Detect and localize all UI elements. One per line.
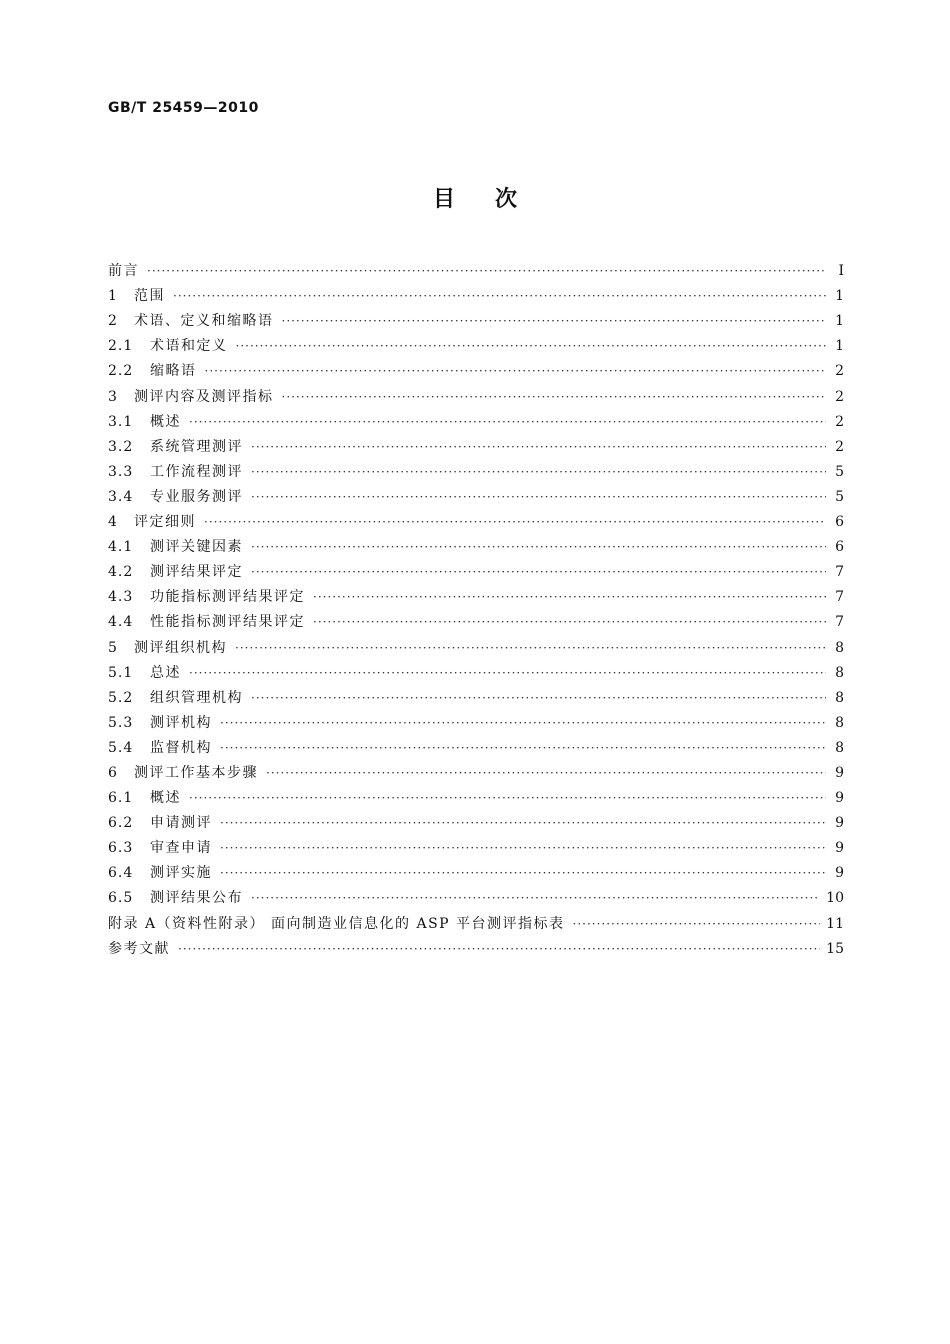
toc-entry-label: 术语、定义和缩略语 — [134, 313, 274, 330]
toc-entry[interactable] — [108, 359, 844, 384]
toc-entry-number: 2.2 — [108, 363, 134, 380]
toc-entry-label: 测评结果公布 — [150, 890, 243, 907]
dot-leader — [236, 334, 827, 359]
toc-entry-label: 附录 A（资料性附录） 面向制造业信息化的 ASP 平台测评指标表 — [108, 915, 565, 932]
toc-entry[interactable] — [108, 761, 844, 786]
toc-entry-label: 测评内容及测评指标 — [134, 388, 274, 405]
toc-entry[interactable] — [108, 460, 844, 485]
toc-entry-number: 4.4 — [108, 614, 134, 631]
dot-leader — [251, 560, 826, 585]
toc-entry-number: 6.5 — [108, 890, 134, 907]
toc-entry-number: 6.4 — [108, 865, 134, 882]
toc-entry-page-number: 6 — [835, 539, 844, 556]
toc-entry[interactable] — [108, 259, 844, 284]
toc-entry-label: 申请测评 — [150, 815, 212, 832]
toc-entry-page-number: 15 — [826, 940, 844, 957]
dot-leader — [178, 937, 820, 962]
toc-entry[interactable] — [108, 786, 844, 811]
standard-code: GB/T 25459—2010 — [108, 100, 259, 116]
toc-entry-page-number: 7 — [835, 589, 844, 606]
toc-entry-label: 范围 — [134, 288, 165, 305]
toc-entry-label: 缩略语 — [150, 363, 197, 380]
toc-entry[interactable] — [108, 410, 844, 435]
toc-entry-page-number: 9 — [835, 790, 844, 807]
toc-entry-label: 测评关键因素 — [150, 539, 243, 556]
toc-entry-number: 3.3 — [108, 463, 134, 480]
dot-leader — [266, 761, 826, 786]
toc-entry[interactable] — [108, 435, 844, 460]
toc-entry[interactable] — [108, 585, 844, 610]
toc-entry-page-number: 9 — [835, 865, 844, 882]
dot-leader — [173, 284, 826, 309]
dot-leader — [220, 711, 826, 736]
page-title: 目次 — [432, 187, 557, 212]
toc-entry-number: 3 — [108, 388, 118, 405]
toc-entry-page-number: 8 — [835, 664, 844, 681]
toc-entry[interactable] — [108, 510, 844, 535]
toc-entry-number: 4.3 — [108, 589, 134, 606]
dot-leader — [147, 259, 826, 284]
toc-entry-label: 测评机构 — [150, 714, 212, 731]
toc-entry-page-number: 9 — [835, 764, 844, 781]
toc-entry-page-number: 2 — [835, 388, 844, 405]
toc-entry[interactable] — [108, 560, 844, 585]
toc-entry-label: 概述 — [150, 790, 181, 807]
dot-leader — [220, 736, 826, 761]
toc-entry-page-number: 2 — [835, 438, 844, 455]
toc-entry-number: 3.1 — [108, 413, 134, 430]
toc-entry-page-number: 1 — [835, 338, 844, 355]
toc-entry[interactable] — [108, 661, 844, 686]
toc-entry[interactable] — [108, 384, 844, 409]
dot-leader — [204, 510, 826, 535]
toc-entry[interactable] — [108, 686, 844, 711]
toc-entry-page-number: 8 — [835, 739, 844, 756]
dot-leader — [220, 861, 826, 886]
toc-entry[interactable] — [108, 309, 844, 334]
dot-leader — [189, 786, 826, 811]
toc-entry-page-number: 2 — [835, 363, 844, 380]
toc-entry-label: 概述 — [150, 413, 181, 430]
dot-leader — [251, 435, 826, 460]
dot-leader — [282, 385, 827, 410]
toc-entry-number: 1 — [108, 288, 118, 305]
toc-entry-label: 术语和定义 — [150, 338, 228, 355]
toc-entry-page-number: 9 — [835, 840, 844, 857]
toc-entry-label: 监督机构 — [150, 739, 212, 756]
toc-entry-number: 4 — [108, 514, 118, 531]
toc-entry-label: 性能指标测评结果评定 — [150, 614, 305, 631]
dot-leader — [235, 636, 826, 661]
toc-entry-number: 6.3 — [108, 840, 134, 857]
toc-entry-label: 测评工作基本步骤 — [134, 764, 258, 781]
toc-entry-label: 审查申请 — [150, 840, 212, 857]
toc-entry-number: 3.4 — [108, 488, 134, 505]
toc-entry-number: 2.1 — [108, 338, 134, 355]
dot-leader — [313, 585, 826, 610]
dot-leader — [251, 460, 826, 485]
toc-entry-number: 5.4 — [108, 739, 134, 756]
toc-entry-label: 测评组织机构 — [134, 639, 227, 656]
toc-entry[interactable] — [108, 610, 844, 635]
toc-entry-number: 5.1 — [108, 664, 134, 681]
dot-leader — [251, 485, 826, 510]
toc-entry[interactable] — [108, 284, 844, 309]
toc-entry-page-number: 10 — [826, 890, 844, 907]
toc-entry[interactable] — [108, 886, 844, 911]
toc-entry-label: 组织管理机构 — [150, 689, 243, 706]
toc-entry-label: 工作流程测评 — [150, 463, 243, 480]
toc-entry[interactable] — [108, 836, 844, 861]
toc-entry-label: 功能指标测评结果评定 — [150, 589, 305, 606]
dot-leader — [282, 309, 827, 334]
dot-leader — [189, 410, 826, 435]
toc-entry-number: 5.3 — [108, 714, 134, 731]
toc-entry-page-number: 1 — [835, 313, 844, 330]
toc-entry-page-number: 6 — [835, 514, 844, 531]
toc-entry-label: 测评结果评定 — [150, 564, 243, 581]
toc-entry-page-number: 8 — [835, 689, 844, 706]
table-of-contents — [108, 259, 844, 962]
toc-entry[interactable] — [108, 811, 844, 836]
toc-entry-label: 测评实施 — [150, 865, 212, 882]
toc-entry-label: 专业服务测评 — [150, 488, 243, 505]
toc-entry-page-number: 1 — [835, 288, 844, 305]
toc-entry-number: 6.1 — [108, 790, 134, 807]
toc-entry-number: 4.1 — [108, 539, 134, 556]
toc-entry-label: 前言 — [108, 263, 139, 280]
toc-entry-label: 参考文献 — [108, 940, 170, 957]
toc-entry[interactable] — [108, 485, 844, 510]
toc-entry[interactable] — [108, 861, 844, 886]
toc-entry-label: 评定细则 — [134, 514, 196, 531]
dot-leader — [220, 836, 826, 861]
toc-entry-page-number: 7 — [835, 614, 844, 631]
toc-entry-number: 6.2 — [108, 815, 134, 832]
dot-leader — [251, 535, 826, 560]
toc-entry-label: 总述 — [150, 664, 181, 681]
toc-entry[interactable] — [108, 334, 844, 359]
toc-entry[interactable] — [108, 535, 844, 560]
toc-entry-page-number: Ⅰ — [838, 263, 844, 280]
toc-entry[interactable] — [108, 911, 844, 936]
toc-entry-number: 2 — [108, 313, 118, 330]
toc-entry-number: 5.2 — [108, 689, 134, 706]
dot-leader — [205, 359, 827, 384]
toc-entry-page-number: 5 — [835, 488, 844, 505]
toc-entry-page-number: 8 — [835, 714, 844, 731]
dot-leader — [220, 811, 826, 836]
toc-entry-label: 系统管理测评 — [150, 438, 243, 455]
toc-entry-page-number: 5 — [835, 463, 844, 480]
toc-entry-page-number: 2 — [835, 413, 844, 430]
toc-entry[interactable] — [108, 635, 844, 660]
dot-leader — [189, 661, 826, 686]
toc-entry[interactable] — [108, 711, 844, 736]
toc-entry-number: 3.2 — [108, 438, 134, 455]
toc-entry-page-number: 9 — [835, 815, 844, 832]
toc-entry-page-number: 11 — [826, 915, 844, 932]
toc-entry-page-number: 7 — [835, 564, 844, 581]
toc-entry-number: 5 — [108, 639, 118, 656]
dot-leader — [313, 610, 826, 635]
dot-leader — [251, 686, 826, 711]
dot-leader — [573, 912, 821, 937]
toc-entry[interactable] — [108, 736, 844, 761]
toc-entry-number: 4.2 — [108, 564, 134, 581]
dot-leader — [251, 886, 820, 911]
toc-entry[interactable] — [108, 937, 844, 962]
toc-entry-page-number: 8 — [835, 639, 844, 656]
toc-entry-number: 6 — [108, 764, 118, 781]
